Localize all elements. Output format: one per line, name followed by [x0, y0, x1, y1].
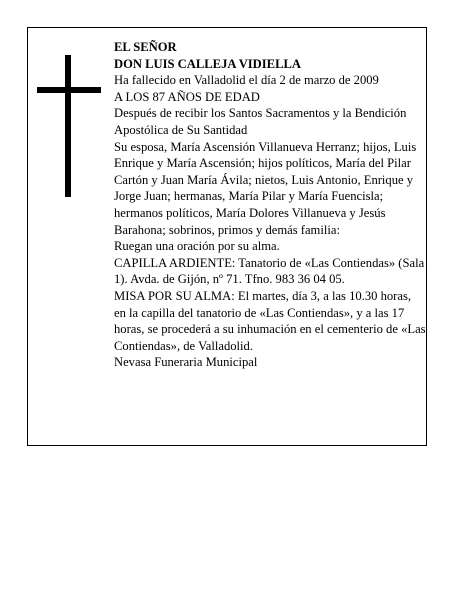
- chapel-info: CAPILLA ARDIENTE: Tanatorio de «Las Contiendas» (Sala 1). Avda. de Gijón, nº 71. Tfno. 983 36 04 05.: [114, 255, 425, 287]
- mass-info: MISA POR SU ALMA: El martes, día 3, a las 10.30 horas, en la capilla del tanatorio de «Las Contiendas», y a las 17 horas, se procederá a su inhumación en el cementerio de «Las Contiendas», de Valladolid.: [114, 288, 426, 353]
- deceased-title: EL SEÑOR: [114, 40, 177, 54]
- cross-icon: [37, 55, 101, 197]
- sacraments-text: Después de recibir los Santos Sacramentos y la Bendición Apostólica de Su Santidad: [114, 106, 407, 137]
- death-date: Ha fallecido en Valladolid el día 2 de marzo de 2009: [114, 73, 379, 88]
- prayer-request: Ruegan una oración por su alma.: [114, 239, 280, 254]
- family-text: Su esposa, María Ascensión Villanueva Herranz; hijos, Luis Enrique y María Ascensión; hijos políticos, María del Pilar Cartón y Juan María Ávila; nietos, Luis Antonio, Enrique y Jorge Juan; hermanas, María Pilar y María Fuencisla; hermanos políticos, María Dolores Villanueva y Jesús Barahona; sobrinos, primos y demás familia:: [114, 139, 417, 237]
- deceased-name: DON LUIS CALLEJA VIDIELLA: [114, 56, 301, 71]
- cross-vertical-bar: [65, 55, 71, 197]
- obituary-text: [114, 39, 426, 371]
- deceased-age: A LOS 87 AÑOS DE EDAD: [114, 89, 260, 104]
- cross-horizontal-bar: [37, 87, 101, 93]
- funeral-home: Nevasa Funeraria Municipal: [114, 355, 258, 370]
